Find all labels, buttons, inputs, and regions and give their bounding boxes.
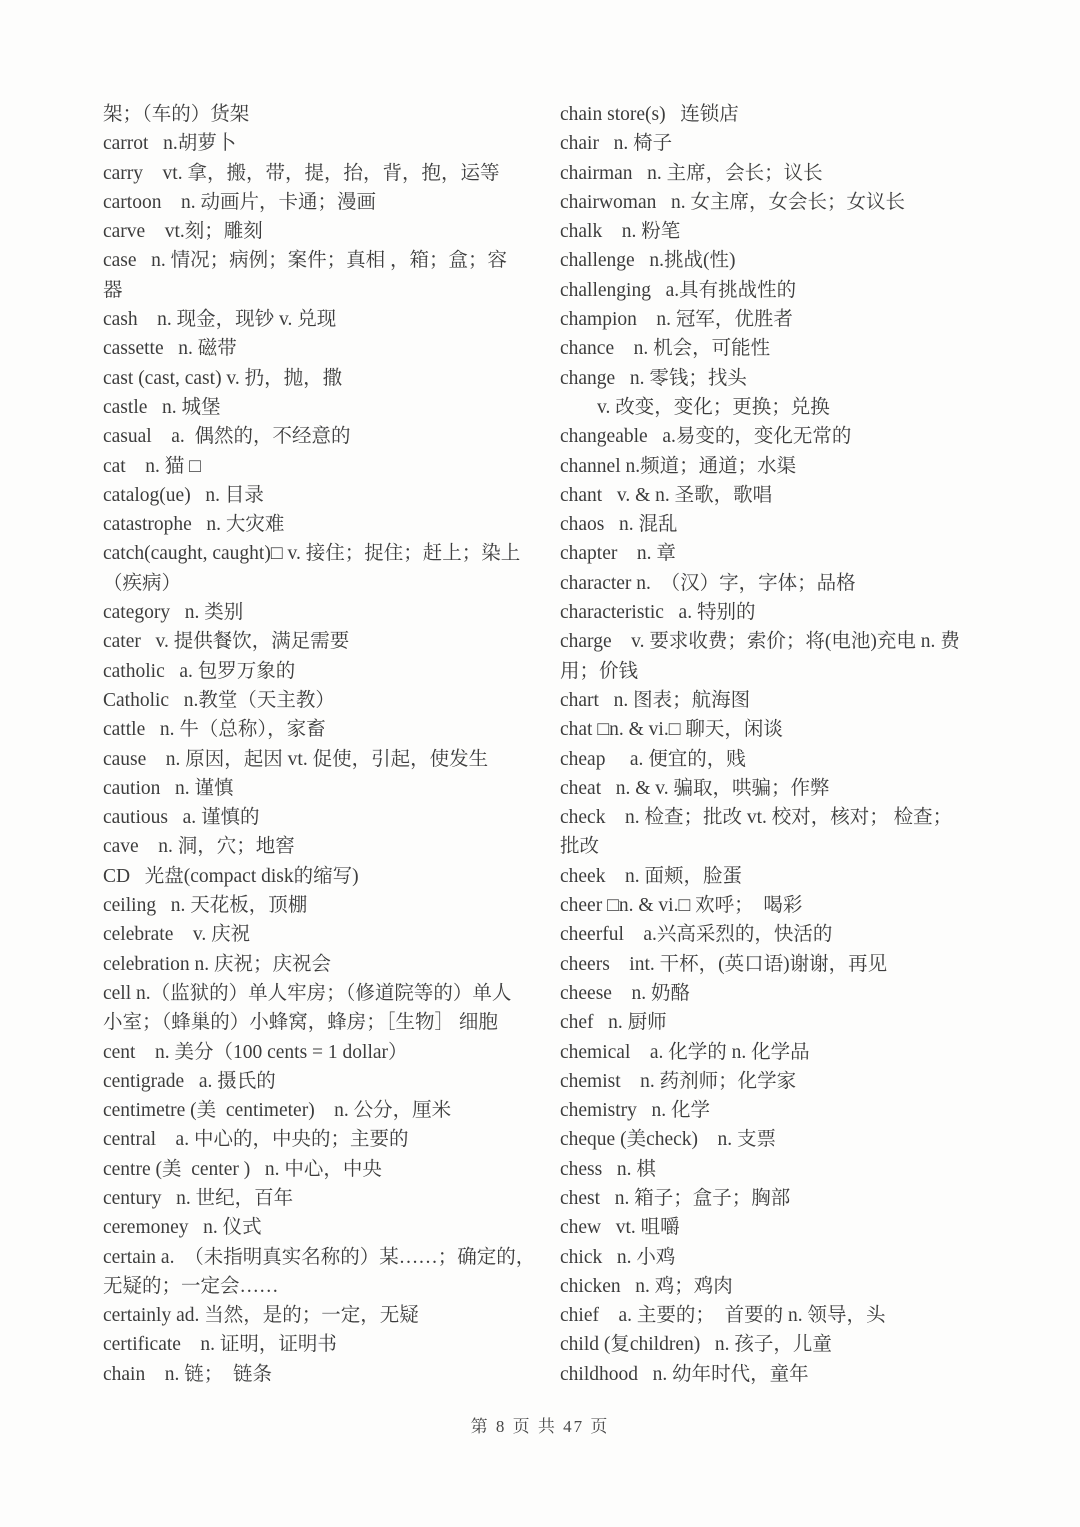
- dictionary-line: channel n.频道；通道；水渠: [560, 455, 797, 477]
- dictionary-line: characteristic a. 特别的: [560, 602, 756, 624]
- dictionary-line: chairwoman n. 女主席，女会长；女议长: [560, 191, 906, 213]
- dictionary-line: CD 光盘(compact disk的缩写): [103, 865, 359, 887]
- dictionary-line: catastrophe n. 大灾难: [103, 514, 285, 536]
- dictionary-line: chief a. 主要的； 首要的 n. 领导，头: [560, 1305, 886, 1327]
- dictionary-line: challenge n.挑战(性): [560, 250, 736, 272]
- dictionary-line: chest n. 箱子；盒子；胸部: [560, 1187, 791, 1209]
- dictionary-line: chicken n. 鸡；鸡肉: [560, 1275, 733, 1297]
- dictionary-line: central a. 中心的，中央的；主要的: [103, 1129, 409, 1151]
- dictionary-line: category n. 类别: [103, 602, 244, 624]
- dictionary-line: chain n. 链； 链条: [103, 1363, 272, 1385]
- dictionary-line: child (复children) n. 孩子，儿童: [560, 1334, 832, 1356]
- dictionary-line: certain a. （未指明真实名称的）某……；确定的，: [103, 1246, 536, 1268]
- dictionary-line: 小室；（蜂巢的）小蜂窝，蜂房；［生物］ 细胞: [103, 1012, 498, 1034]
- dictionary-line: Catholic n.教堂（天主教）: [103, 689, 335, 711]
- dictionary-line: chain store(s) 连锁店: [560, 104, 739, 125]
- dictionary-line: carrot n.胡萝卜: [103, 133, 237, 155]
- dictionary-line: case n. 情况；病例；案件；真相 ，箱；盒；容: [103, 250, 508, 272]
- dictionary-line: centimetre (美 centimeter) n. 公分，厘米: [103, 1100, 452, 1122]
- dictionary-line: cheat n. & v. 骗取，哄骗；作弊: [560, 777, 830, 799]
- dictionary-line: cheerful a.兴高采烈的，快活的: [560, 924, 833, 946]
- dictionary-line: check n. 检查；批改 vt. 校对，核对； 检查；: [560, 807, 953, 829]
- dictionary-line: cell n.（监狱的）单人牢房；（修道院等的）单人: [103, 982, 512, 1004]
- dictionary-line: chemistry n. 化学: [560, 1100, 711, 1122]
- left-column: [103, 100, 560, 1389]
- dictionary-line: cautious a. 谨慎的: [103, 807, 260, 829]
- dictionary-line: caution n. 谨慎: [103, 777, 234, 799]
- dictionary-line: chance n. 机会，可能性: [560, 338, 771, 360]
- dictionary-line: certificate n. 证明，证明书: [103, 1334, 337, 1356]
- dictionary-line: chant v. & n. 圣歌，歌唱: [560, 484, 773, 506]
- dictionary-line: chemical a. 化学的 n. 化学品: [560, 1041, 810, 1063]
- dictionary-line: castle n. 城堡: [103, 396, 221, 418]
- dictionary-line: 批改: [560, 836, 600, 858]
- dictionary-line: 用；价钱: [560, 660, 639, 682]
- dictionary-line: chaos n. 混乱: [560, 514, 678, 536]
- dictionary-line: carve vt.刻；雕刻: [103, 221, 263, 243]
- dictionary-line: cheap a. 便宜的，贱: [560, 748, 746, 770]
- dictionary-line: certainly ad. 当然，是的；一定，无疑: [103, 1305, 419, 1327]
- dictionary-line: celebration n. 庆祝；庆祝会: [103, 953, 331, 975]
- dictionary-line: cause n. 原因，起因 vt. 促使，引起，使发生: [103, 748, 489, 770]
- dictionary-line: cheer □n. & vi.□ 欢呼； 喝彩: [560, 895, 803, 917]
- dictionary-line: character n. （汉）字，字体；品格: [560, 572, 856, 594]
- dictionary-line: cat n. 猫 □: [103, 455, 201, 477]
- dictionary-line: v. 改变，变化；更换；兑换: [597, 396, 830, 418]
- dictionary-line: chick n. 小鸡: [560, 1246, 676, 1268]
- dictionary-line: chess n. 棋: [560, 1158, 656, 1180]
- dictionary-line: chapter n. 章: [560, 543, 676, 565]
- dictionary-line: cartoon n. 动画片，卡通；漫画: [103, 191, 376, 213]
- dictionary-line: cattle n. 牛（总称），家畜: [103, 719, 326, 741]
- dictionary-line: cave n. 洞，穴；地窖: [103, 836, 295, 858]
- dictionary-line: chairman n. 主席，会长；议长: [560, 162, 823, 184]
- dictionary-line: chart n. 图表；航海图: [560, 689, 751, 711]
- dictionary-line: （疾病）: [103, 572, 182, 594]
- dictionary-line: cheers int. 干杯，(英口语)谢谢，再见: [560, 953, 888, 975]
- dictionary-line: ceiling n. 天花板，顶棚: [103, 895, 308, 917]
- dictionary-line: chat □n. & vi.□ 聊天，闲谈: [560, 719, 783, 741]
- two-column-layout: [103, 100, 1033, 1389]
- dictionary-line: 架；（车的）货架: [103, 104, 250, 125]
- dictionary-line: celebrate v. 庆祝: [103, 924, 251, 946]
- dictionary-line: chew vt. 咀嚼: [560, 1217, 680, 1239]
- dictionary-line: cheek n. 面颊，脸蛋: [560, 865, 742, 887]
- dictionary-line: centre (美 center ) n. 中心，中央: [103, 1158, 382, 1180]
- dictionary-line: change n. 零钱；找头: [560, 367, 747, 389]
- dictionary-line: centigrade a. 摄氏的: [103, 1070, 276, 1092]
- dictionary-line: 器: [103, 279, 123, 301]
- dictionary-line: changeable a.易变的，变化无常的: [560, 426, 852, 448]
- dictionary-line: cash n. 现金，现钞 v. 兑现: [103, 309, 337, 331]
- dictionary-line: carry vt. 拿，搬，带，提，抬，背，抱，运等: [103, 162, 500, 184]
- page-number: 第 8 页 共 47 页: [470, 1417, 610, 1436]
- dictionary-line: chair n. 椅子: [560, 133, 673, 155]
- dictionary-line: 无疑的；一定会……: [103, 1275, 279, 1297]
- dictionary-line: casual a. 偶然的，不经意的: [103, 426, 351, 448]
- dictionary-line: childhood n. 幼年时代，童年: [560, 1363, 809, 1385]
- dictionary-line: cent n. 美分（100 cents = 1 dollar）: [103, 1041, 408, 1063]
- dictionary-line: cheque (美check) n. 支票: [560, 1129, 777, 1151]
- dictionary-line: cater v. 提供餐饮，满足需要: [103, 631, 350, 653]
- dictionary-line: challenging a.具有挑战性的: [560, 279, 797, 301]
- dictionary-line: charge v. 要求收费；索价；将(电池)充电 n. 费: [560, 631, 960, 653]
- dictionary-line: catholic a. 包罗万象的: [103, 660, 296, 682]
- dictionary-line: cassette n. 磁带: [103, 338, 237, 360]
- dictionary-line: chef n. 厨师: [560, 1012, 667, 1034]
- dictionary-line: catalog(ue) n. 目录: [103, 484, 264, 506]
- dictionary-line: catch(caught, caught)□ v. 接住；捉住；赶上；染上: [103, 543, 521, 565]
- dictionary-line: chemist n. 药剂师；化学家: [560, 1070, 797, 1092]
- dictionary-line: cast (cast, cast) v. 扔，抛，撒: [103, 367, 343, 389]
- dictionary-line: ceremoney n. 仪式: [103, 1217, 262, 1239]
- dictionary-line: cheese n. 奶酪: [560, 982, 690, 1004]
- right-column: [560, 100, 1033, 1389]
- dictionary-line: chalk n. 粉笔: [560, 221, 681, 243]
- dictionary-line: century n. 世纪，百年: [103, 1187, 294, 1209]
- dictionary-line: champion n. 冠军，优胜者: [560, 309, 793, 331]
